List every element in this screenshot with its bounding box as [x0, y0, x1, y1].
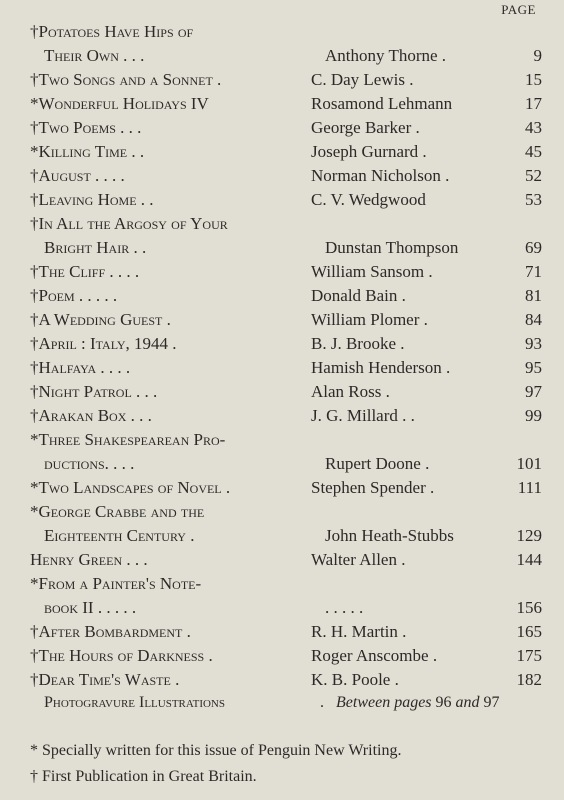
entry-title [30, 22, 311, 42]
toc-line [30, 94, 542, 118]
page-column-label: PAGE [501, 2, 536, 17]
entry-title-text: Poem . . . . . [38, 286, 118, 305]
entry-title-continued: book II . . . . . [44, 598, 137, 617]
toc-line [30, 334, 542, 358]
entry-title-text: In All the Argosy of Your [38, 214, 228, 233]
entry-title [30, 430, 311, 450]
entry-page: 111 [517, 478, 542, 497]
entry-mark: † [30, 334, 39, 353]
toc-line [30, 670, 542, 694]
photogravure-label: Photogravure Illustrations [44, 694, 225, 711]
toc-entry [30, 502, 542, 550]
toc-line [30, 310, 542, 334]
entry-title-text: The Cliff . . . . [38, 262, 140, 281]
entry-page: 99 [525, 406, 542, 425]
toc-entry [30, 406, 542, 430]
entry-author: Hamish Henderson . [311, 358, 451, 377]
entry-title [30, 334, 311, 354]
toc-entry [30, 646, 542, 670]
entry-mark: † [30, 358, 39, 377]
entry-author: C. V. Wedgwood [311, 190, 426, 209]
entry-page: 84 [525, 310, 542, 329]
toc-entry [30, 334, 542, 358]
toc-entry [30, 670, 542, 694]
entry-author: Rupert Doone . [325, 454, 430, 473]
toc-entry [30, 310, 542, 334]
entry-title-text: Potatoes Have Hips of [38, 22, 194, 41]
entry-title-text: Henry Green . . . [30, 550, 148, 569]
entry-mark: * [30, 142, 39, 161]
entry-mark: * [30, 574, 39, 593]
toc-line [30, 502, 542, 526]
entry-title-text: Arakan Box . . . [38, 406, 152, 425]
entry-mark: * [30, 478, 39, 497]
entry-title-text: Killing Time . . [38, 142, 145, 161]
toc-line [30, 430, 542, 454]
entry-title-text: Wonderful Holidays IV [38, 94, 209, 113]
entry-author: Donald Bain . [311, 286, 406, 305]
toc-entry [30, 22, 542, 70]
toc-entry [30, 166, 542, 190]
footnote-first-publication: † First Publication in Great Britain. [30, 768, 257, 785]
entry-title [30, 382, 311, 402]
entry-mark: * [30, 430, 39, 449]
toc-line [30, 262, 542, 286]
entry-page: 93 [525, 334, 542, 353]
entry-author: B. J. Brooke . [311, 334, 405, 353]
entry-mark: † [30, 670, 39, 689]
entry-author: Norman Nicholson . [311, 166, 450, 185]
entry-title-text: August . . . . [38, 166, 125, 185]
entry-title-text: Two Songs and a Sonnet . [38, 70, 222, 89]
toc-line [30, 46, 542, 70]
toc-line [30, 190, 542, 214]
entry-title [30, 670, 311, 690]
toc-line [30, 550, 542, 574]
entry-page: 101 [516, 454, 542, 473]
entry-author: . . . . . [325, 598, 364, 617]
entry-mark: † [30, 382, 39, 401]
entry-title [30, 358, 311, 378]
entry-author: Joseph Gurnard . [311, 142, 427, 161]
entry-author: Dunstan Thompson [325, 238, 459, 257]
photogravure-line [44, 694, 542, 712]
toc-line [30, 166, 542, 190]
entry-mark: † [30, 190, 39, 209]
entry-title [30, 310, 311, 330]
entry-mark: † [30, 622, 39, 641]
entry-page: 81 [525, 286, 542, 305]
entry-title [30, 550, 311, 570]
entry-page: 17 [525, 94, 542, 113]
entry-author: William Sansom . [311, 262, 433, 281]
toc-line [30, 454, 542, 478]
entry-title-continued: Bright Hair . . [44, 238, 147, 257]
entry-page: 156 [516, 598, 542, 617]
entry-title [30, 406, 311, 426]
entry-mark: † [30, 262, 39, 281]
entry-mark: * [30, 502, 39, 521]
entry-title [30, 646, 311, 666]
toc-line [30, 214, 542, 238]
toc-entry [30, 358, 542, 382]
entry-author: Roger Anscombe . [311, 646, 438, 665]
entry-title [30, 142, 311, 162]
toc-entry [30, 190, 542, 214]
toc-entry [30, 214, 542, 262]
toc-line [30, 286, 542, 310]
entry-mark: † [30, 166, 39, 185]
entry-page: 144 [516, 550, 542, 569]
entry-author: K. B. Poole . [311, 670, 399, 689]
entry-title-continued: ductions. . . . [44, 454, 135, 473]
entry-title-text: Two Landscapes of Novel . [38, 478, 231, 497]
entry-page: 95 [525, 358, 542, 377]
entry-mark: † [30, 118, 39, 137]
toc-line [30, 406, 542, 430]
entry-author: Anthony Thorne . [325, 46, 447, 65]
toc-line [30, 22, 542, 46]
toc-line [30, 238, 542, 262]
entry-author: J. G. Millard . . [311, 406, 415, 425]
toc-entry [30, 478, 542, 502]
toc-entry [30, 382, 542, 406]
toc-line [30, 478, 542, 502]
toc-line [30, 382, 542, 406]
entry-title-text: The Hours of Darkness . [38, 646, 213, 665]
entry-author: Rosamond Lehmann [311, 94, 453, 113]
toc-entry [30, 574, 542, 622]
entry-page: 52 [525, 166, 542, 185]
entry-title [30, 70, 311, 90]
entry-title-text: Three Shakespearean Pro- [38, 430, 226, 449]
entry-author: R. H. Martin . [311, 622, 407, 641]
entry-page: 43 [525, 118, 542, 137]
entry-page: 129 [516, 526, 542, 545]
toc-entry [30, 622, 542, 646]
entry-page: 69 [525, 238, 542, 257]
toc-entry [30, 262, 542, 286]
toc-entry [30, 118, 542, 142]
entry-title [30, 166, 311, 186]
entry-mark: * [30, 94, 39, 113]
entry-title [30, 262, 311, 282]
toc-line [30, 598, 542, 622]
entry-mark: † [30, 214, 39, 233]
toc-line [30, 646, 542, 670]
entry-author: George Barker . [311, 118, 420, 137]
entry-title-continued: Eighteenth Century . [44, 526, 195, 545]
entry-title [30, 502, 311, 522]
toc-entry [30, 550, 542, 574]
entry-title-text: A Wedding Guest . [38, 310, 171, 329]
entry-title [30, 94, 311, 114]
toc-line [30, 142, 542, 166]
entry-title [30, 214, 311, 234]
toc-entry [30, 142, 542, 166]
toc-line [30, 622, 542, 646]
entry-title [30, 286, 311, 306]
toc-line [30, 118, 542, 142]
entry-title [30, 190, 311, 210]
entry-page: 97 [525, 382, 542, 401]
entry-title-text: From a Painter's Note- [38, 574, 202, 593]
entry-author: William Plomer . [311, 310, 428, 329]
entry-mark: † [30, 646, 39, 665]
entry-page: 9 [533, 46, 542, 65]
entry-author: Alan Ross . [311, 382, 390, 401]
entry-mark: † [30, 70, 39, 89]
entry-author: Walter Allen . [311, 550, 406, 569]
entry-mark: † [30, 286, 39, 305]
entry-page: 45 [525, 142, 542, 161]
entry-title-text: Leaving Home . . [38, 190, 154, 209]
photogravure-pages: . Between pages 96 and 97 [320, 694, 500, 711]
toc-line [30, 358, 542, 382]
toc-line [30, 526, 542, 550]
entry-title-text: George Crabbe and the [38, 502, 205, 521]
entry-author: C. Day Lewis . [311, 70, 414, 89]
entry-page: 15 [525, 70, 542, 89]
entry-title [30, 622, 311, 642]
entry-author: Stephen Spender . [311, 478, 435, 497]
entry-title-text: Dear Time's Waste . [38, 670, 180, 689]
entry-title [30, 574, 311, 594]
toc-entry [30, 70, 542, 94]
entry-title-text: Two Poems . . . [38, 118, 142, 137]
toc-entry [30, 430, 542, 478]
entry-page: 182 [516, 670, 542, 689]
toc-entry [30, 286, 542, 310]
entry-title-text: April : Italy, 1944 . [38, 334, 177, 353]
entry-title-text: Halfaya . . . . [38, 358, 131, 377]
entry-mark: † [30, 310, 39, 329]
entry-title-text: Night Patrol . . . [38, 382, 158, 401]
entry-author: John Heath-Stubbs [325, 526, 454, 545]
entry-page: 53 [525, 190, 542, 209]
toc-line [30, 574, 542, 598]
entry-title-text: After Bombardment . [38, 622, 191, 641]
toc-entry [30, 94, 542, 118]
entry-mark: † [30, 22, 39, 41]
footnote-specially-written: * Specially written for this issue of Penguin New Writing. [30, 742, 402, 759]
entry-page: 71 [525, 262, 542, 281]
entry-mark: † [30, 406, 39, 425]
entry-page: 165 [516, 622, 542, 641]
entry-title [30, 118, 311, 138]
entry-title [30, 478, 311, 498]
toc-line [30, 70, 542, 94]
entry-title-continued: Their Own . . . [44, 46, 145, 65]
entry-page: 175 [516, 646, 542, 665]
